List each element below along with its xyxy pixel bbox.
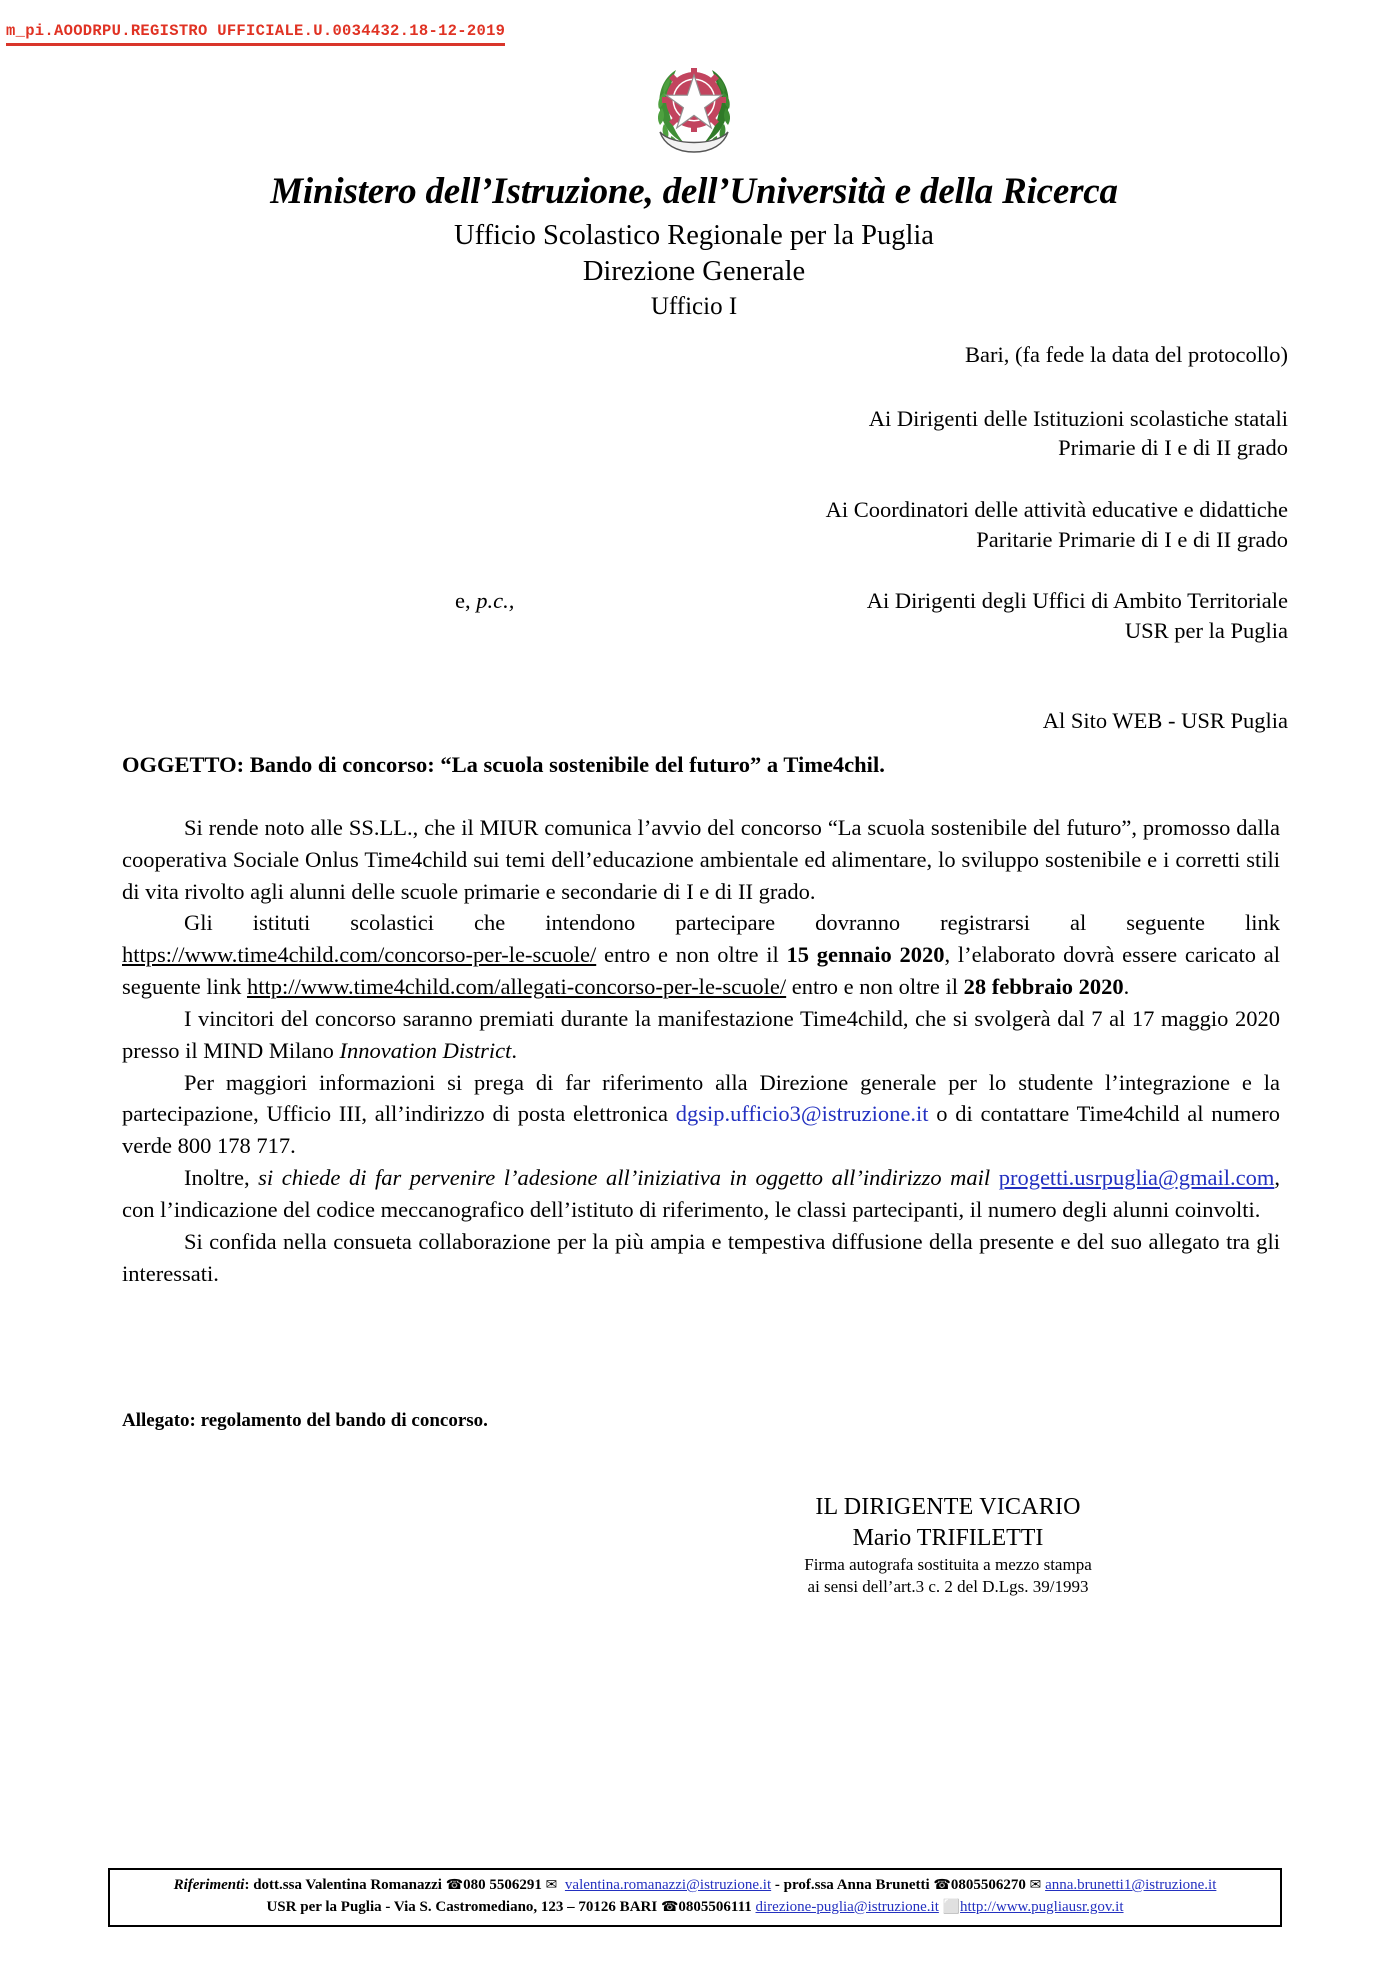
subject-line (122, 752, 1272, 778)
footer-contact-1: : dott.ssa Valentina Romanazzi (244, 1877, 446, 1893)
emblem-container (0, 48, 1388, 163)
p2-text-b: entro e non oltre il (596, 942, 787, 968)
phone-icon: ☎ (445, 1877, 464, 1893)
place-date-text: Bari, (fa fede la data del protocollo) (965, 342, 1288, 367)
footer-email-1[interactable]: valentina.romanazzi@istruzione.it (564, 1877, 772, 1893)
footer-email-3[interactable]: direzione-puglia@istruzione.it (755, 1898, 939, 1915)
signatory-name: Mario TRIFILETTI (852, 1525, 1044, 1552)
recipients-block (0, 340, 1388, 736)
p2-text-d: entro e non oltre il (786, 974, 964, 1000)
footer-contact-2: - prof.ssa Anna Brunetti (771, 1877, 934, 1893)
p2-text-c: , l’elaborato dovrà essere caricato al seguente link (122, 942, 1281, 1000)
place-date-line (0, 340, 1288, 370)
body-paragraph-3 (122, 1003, 1280, 1067)
letter-body (122, 812, 1280, 1289)
innovation-district-name: Innovation District (339, 1037, 512, 1063)
usr-projects-email-link[interactable]: progetti.usrpuglia@gmail.com (998, 1165, 1275, 1191)
subject-label: OGGETTO: (122, 752, 245, 777)
recipient-1-line-2 (0, 433, 1288, 463)
p1-text: Si rende noto alle SS.LL., che il MIUR comunica l’avvio del concorso “La scuola sostenibile del futuro”, promosso dalla cooperativa Sociale Onlus Time4child sui temi dell’educazione ambientale ed alimentare, lo sviluppo sostenibile e i corretti stili di vita rivolto agli alunni delle scuole primarie e secondarie di I e di II grado. (122, 815, 1280, 904)
deadline-date-1: 15 gennaio 2020 (786, 942, 945, 968)
footer-email-2[interactable]: anna.brunetti1@istruzione.it (1045, 1877, 1217, 1893)
recipient-2-line-2 (0, 525, 1288, 555)
footer-website-link[interactable]: http://www.pugliausr.gov.it (960, 1898, 1124, 1915)
body-paragraph-6 (122, 1226, 1280, 1290)
signature-note-line-1: Firma autografa sostituita a mezzo stampa (804, 1555, 1092, 1575)
p3-text-b: . (511, 1037, 517, 1063)
letterhead (0, 172, 1388, 323)
body-paragraph-4 (122, 1067, 1280, 1162)
emblem-of-italy-icon (646, 48, 742, 158)
web-icon: ⬜ (942, 1898, 961, 1915)
recipient-1-text-1: Ai Dirigenti delle Istituzioni scolastiche statali (868, 405, 1288, 431)
recipient-3-line-2 (0, 616, 1288, 646)
body-paragraph-2 (122, 907, 1280, 1002)
recipient-2-text-1: Ai Coordinatori delle attività educative e didattiche (825, 497, 1288, 523)
recipient-1-text-2: Primarie di I e di II grado (1058, 435, 1288, 461)
directorate-title: Direzione Generale (582, 256, 806, 288)
p2-text-e: . (1123, 974, 1130, 1000)
mail-icon-2: ✉ (1029, 1877, 1042, 1893)
attachment-note: Allegato: regolamento del bando di concorso. (122, 1410, 488, 1431)
recipient-3-text-2: USR per la Puglia (1124, 618, 1288, 644)
p5-text-b: , con l’indicazione del codice meccanografico dell’istituto di riferimento, le classi partecipanti, il numero degli alunni coinvolti. (122, 1165, 1280, 1222)
recipient-1-line-1 (0, 404, 1288, 434)
footer-ref-label: Riferimenti (173, 1877, 245, 1893)
recipient-3-line-1 (0, 586, 1288, 616)
p5-italic-text: si chiede di far pervenire l’adesione all’iniziativa in oggetto all’indirizzo mail (258, 1165, 999, 1191)
footer-line-1 (114, 1875, 1276, 1897)
ministry-title: Ministero dell’Istruzione, dell’Università e della Ricerca (270, 171, 1118, 212)
signature-block (688, 1492, 1208, 1597)
body-paragraph-5 (122, 1162, 1280, 1226)
protocol-stamp: m_pi.AOODRPU.REGISTRO UFFICIALE.U.0034432.18-12-2019 (6, 22, 505, 46)
footer-line-2 (114, 1897, 1276, 1919)
ministry-email-link[interactable]: dgsip.ufficio3@istruzione.it (675, 1101, 929, 1127)
mail-icon: ✉ (545, 1877, 558, 1893)
recipient-4-line (0, 706, 1288, 736)
p4-text-a: Per maggiori informazioni si prega di far riferimento alla Direzione generale per lo studente l’integrazione e la partecipazione, Ufficio III, all’indirizzo di posta elettronica (122, 1069, 1280, 1127)
p6-text: Si confida nella consueta collaborazione per la più ampia e tempestiva diffusione della presente e del suo allegato tra gli interessati. (122, 1228, 1280, 1286)
footer-phone-3: 0805506111 (678, 1898, 756, 1915)
recipient-4-text: Al Sito WEB - USR Puglia (1042, 707, 1288, 733)
signature-note-line-2: ai sensi dell’art.3 c. 2 del D.Lgs. 39/1993 (807, 1576, 1089, 1596)
registration-link[interactable]: https://www.time4child.com/concorso-per-le-scuole/ (122, 942, 597, 968)
subject-text: Bando di concorso: “La scuola sostenibile del futuro” a Time4chil. (244, 752, 885, 777)
signatory-role: IL DIRIGENTE VICARIO (815, 1494, 1081, 1520)
recipient-3-text-1: Ai Dirigenti degli Uffici di Ambito Territoriale (866, 588, 1288, 614)
p4-text-b: o di contattare Time4child al numero verde 800 178 717. (122, 1101, 1281, 1159)
per-conoscenza-label (455, 586, 514, 616)
footer-phone-2: 0805506270 (950, 1877, 1030, 1893)
p2-text-a: Gli istituti scolastici che intendono partecipare dovranno registrarsi al seguente link (184, 910, 1280, 936)
footer-address: USR per la Puglia - Via S. Castromediano, 123 – 70126 BARI (266, 1898, 661, 1915)
recipient-2-line-1 (0, 495, 1288, 525)
page-footer (108, 1868, 1282, 1927)
p3-text-a: I vincitori del concorso saranno premiati durante la manifestazione Time4child, che si svolgerà dal 7 al 17 maggio 2020 presso il MIND Milano (122, 1005, 1280, 1063)
pc-plain: e, (455, 588, 477, 614)
p5-text-a: Inoltre, (184, 1165, 259, 1191)
body-paragraph-1 (122, 812, 1280, 907)
regional-office-title: Ufficio Scolastico Regionale per la Puglia (454, 219, 934, 251)
deadline-date-2: 28 febbraio 2020 (963, 974, 1124, 1000)
phone-icon-3: ☎ (660, 1898, 679, 1915)
phone-icon-2: ☎ (933, 1877, 951, 1893)
office-title: Ufficio I (650, 292, 738, 320)
footer-phone-1: 080 5506291 (463, 1877, 546, 1893)
recipient-2-text-2: Paritarie Primarie di I e di II grado (976, 526, 1288, 552)
pc-italic: p.c., (476, 588, 515, 614)
upload-link[interactable]: http://www.time4child.com/allegati-concorso-per-le-scuole/ (246, 974, 787, 1000)
